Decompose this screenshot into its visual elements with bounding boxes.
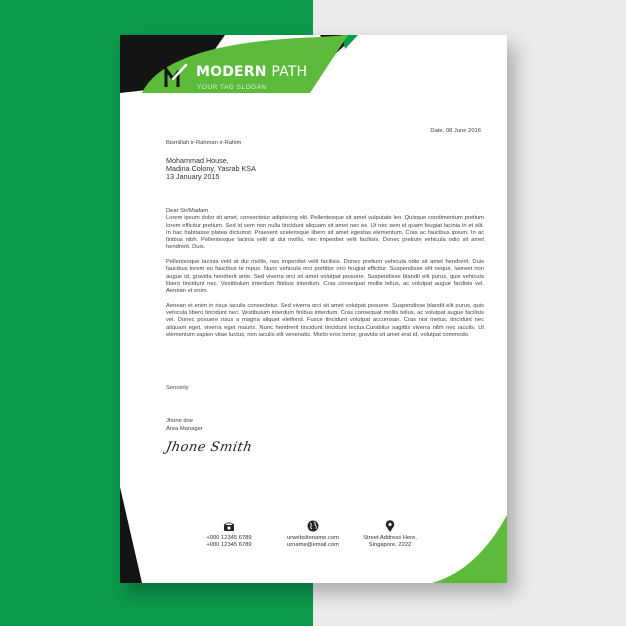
signature: Jhone Smith	[164, 440, 254, 455]
recipient-line-2: Madina Colony, Yasrab KSA	[166, 164, 256, 174]
footer-web	[273, 520, 353, 549]
brand-name-bold: MODERN	[196, 64, 267, 80]
brand-logo-icon	[164, 63, 188, 89]
letter-date: Date, 08 June 2016	[430, 128, 481, 134]
globe-icon	[307, 520, 319, 532]
recipient-line-1: Mohammad House,	[166, 156, 229, 165]
footer-address	[350, 520, 430, 549]
address-line-2: Singapore, 2222	[368, 542, 412, 549]
closing: Sencerly	[166, 385, 189, 391]
paragraph-2: Pellentesque lacinia velit at dui mollis, nec imperdiet velit facilisis. Donec pretium vehicula odio sit amet hendrerit. Duis faucibus lorem eu faucibus te mpus. Nunc vehicula orci porttitor orci feugiat efficitur. Suspendisse elit neque, laoreet non augue id, gravida hendrerit ante. Sed viverra orci sit amet volutpat posuere. Suspendisse blandit elit purus, quis vehicula libero tincidunt nec. Vestibulum interdum finibus interdum. Cras consequat mollis tellus, ac volutpat augue facilisis vel. Aenean et enim.	[166, 259, 484, 295]
brand-name-rest: PATH	[266, 64, 308, 80]
signer-title: Area Manager	[166, 426, 203, 432]
location-pin-icon	[384, 520, 396, 532]
website-text: urwebsitename.com	[287, 535, 339, 541]
greeting: Dear Sir/Madam	[166, 208, 209, 214]
brand-name	[196, 64, 307, 80]
footer-green-curve	[432, 515, 507, 583]
address-line-1: Street Address Here,	[363, 535, 417, 541]
phone-line-1: +000 12345 6789	[206, 535, 252, 541]
footer-black-wedge	[120, 487, 142, 583]
email-text: urname@email.com	[287, 542, 339, 549]
opening-line: Bismillah ir-Rahman ir-Rahim	[166, 140, 242, 146]
letter-body	[166, 208, 484, 347]
paragraph-1: Lorem ipsum dolor sit amet, consectetur adipiscing elit. Pellentesque sit amet vulputate leo. Quisque condimentum pretium lorem efficitur pretium. Sed id sem non nulla tincidunt aliquam sit amet nec ex. Ut nec sem id quam feugiat lacinia in et elit. In hac habitasse platea dictumst. Praesent scelerisque libero sit amet egestas elementum. Cras ac faucibus ipsum. In ac finibus nibh. Pellentesque lacinia velit at dui mollis, nec imperdiet velit facilisis. Donec pretium vehicula odio sit amet hendrerit. Duis.	[166, 215, 484, 251]
recipient-address	[166, 157, 256, 182]
phone-line-2: +000 12345 6789	[206, 542, 252, 549]
brand-tagline: YOUR TAG SLOGAN	[197, 84, 267, 91]
footer-phone	[189, 520, 269, 549]
paragraph-3: Aenean et enim in risus iaculis consectetur. Sed viverra orci sit amet volutpat posuere. Suspendisse blandit elit purus, quis vehicula libero tincidunt nec. Vestibulum interdum finibus interdum. Cras consequat mollis tellus, ac volutpat augue facilisis vel. Donec posuere risus a magna aliquet eleifend. Fusce tincidunt volutpat accumsan. Cras nisi metus, tincidunt nec aliquam eget, viverra eget mauris. Nunc hendrerit tincidunt tincidunt lectus.Curabitur sagittis viverra nibh nec iaculis. Ut elementum sapien vitae luctus, non iaculis elit venenatis. Morbi eros tortor, gravida sit amet erat id, volutpat commodo.	[166, 302, 484, 339]
recipient-line-3: 13 January 2015	[166, 172, 220, 182]
phone-icon	[223, 520, 235, 532]
letterhead-page	[120, 35, 507, 583]
signer-name: Jhone doe	[166, 418, 194, 424]
